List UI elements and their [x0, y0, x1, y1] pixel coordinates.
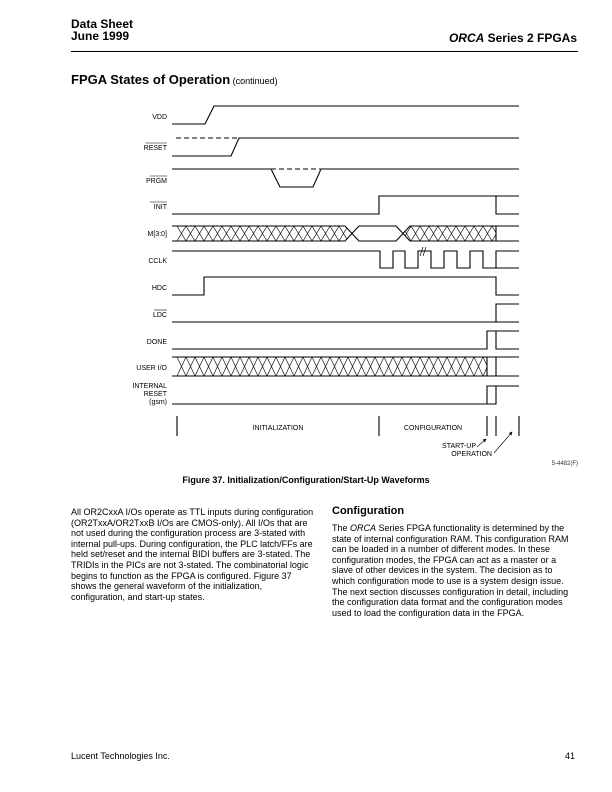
- signal-label-intreset: INTERNAL: [132, 383, 167, 390]
- body-left-paragraph: All OR2CxxA I/Os operate as TTL inputs during configuration (OR2TxxA/OR2TxxB I/Os are CMOS-only). All I/Os that are not used during the configuration process are 3-stated with internal pull-ups. During configuration, the PLC latch/FFs are held set/reset and the internal BIDI buffers are 3-stated. The TRIDIs in the PICs are not 3-stated. The combinatorial logic begins to function as the FPGA is configured. Figure 37 shows the general waveform of the initialization, configuration, and start-up states.: [71, 507, 314, 602]
- prgm-waveform: [172, 169, 519, 187]
- section-title-text: FPGA States of Operation: [71, 72, 231, 87]
- figure-caption: Figure 37. Initialization/Configuration/Start-Up Waveforms: [182, 475, 430, 485]
- doc-date: June 1999: [71, 29, 130, 43]
- signal-label-userio: USER I/O: [136, 365, 167, 372]
- right-italic: ORCA: [350, 523, 377, 533]
- m-hatched-1: [177, 226, 347, 241]
- signal-label-reset: RESET: [143, 145, 167, 152]
- footer-company: Lucent Technologies Inc.: [71, 751, 170, 761]
- signal-label-init: INIT: [153, 204, 167, 211]
- doc-type: Data Sheet: [71, 17, 134, 31]
- signal-label-prgm: PRGM: [146, 178, 167, 185]
- signal-label-hdc: HDC: [151, 285, 167, 292]
- signal-label-intreset: (gsm): [149, 399, 167, 406]
- product-rest: Series 2 FPGAs: [484, 31, 577, 45]
- cclk-waveform: [172, 251, 519, 268]
- body-right-paragraph: [332, 523, 576, 618]
- intreset-waveform: [172, 386, 519, 404]
- userio-hatched: [177, 357, 487, 376]
- phase-configuration: CONFIGURATION: [403, 425, 463, 432]
- operation-arrow: [494, 432, 512, 453]
- page-number: 41: [564, 751, 575, 761]
- configuration-heading: Configuration: [332, 505, 405, 517]
- phase-initialization: INITIALIZATION: [252, 425, 304, 432]
- figure-id: 5-4482(F): [551, 461, 578, 467]
- signal-label-m: M[3:0]: [147, 231, 167, 238]
- hdc-waveform: [172, 277, 519, 295]
- section-continued: (continued): [230, 76, 278, 86]
- signal-label-intreset: RESET: [143, 391, 167, 398]
- m-hatched-2: [405, 226, 496, 241]
- startup-arrow: [477, 439, 486, 447]
- signal-label-cclk: CCLK: [148, 258, 167, 265]
- ldc-waveform: [172, 304, 519, 322]
- phase-startup: START-UP: [442, 443, 476, 450]
- reset-waveform: [172, 138, 519, 156]
- right-rest: Series FPGA functionality is determined by the state of internal configuration RAM. This configuration RAM can be loaded in a number of different modes. In these configuration modes, the FPGA can act as a master or a slave of other devices in the system. The decision as to which configuration mode to use is a system design issue. The next section discusses configuration in detail, including the configuration data format and the configuration modes used to load the configuration data in the FPGA.: [332, 523, 569, 618]
- phase-operation: OPERATION: [451, 451, 492, 458]
- product-italic: ORCA: [448, 31, 485, 45]
- right-prefix: The: [332, 523, 351, 533]
- done-waveform: [172, 331, 519, 349]
- signal-label-done: DONE: [146, 339, 167, 346]
- init-waveform: [172, 196, 519, 214]
- signal-label-ldc: LDC: [152, 312, 167, 319]
- vdd-waveform: [172, 106, 519, 124]
- signal-label-vdd: VDD: [152, 114, 167, 121]
